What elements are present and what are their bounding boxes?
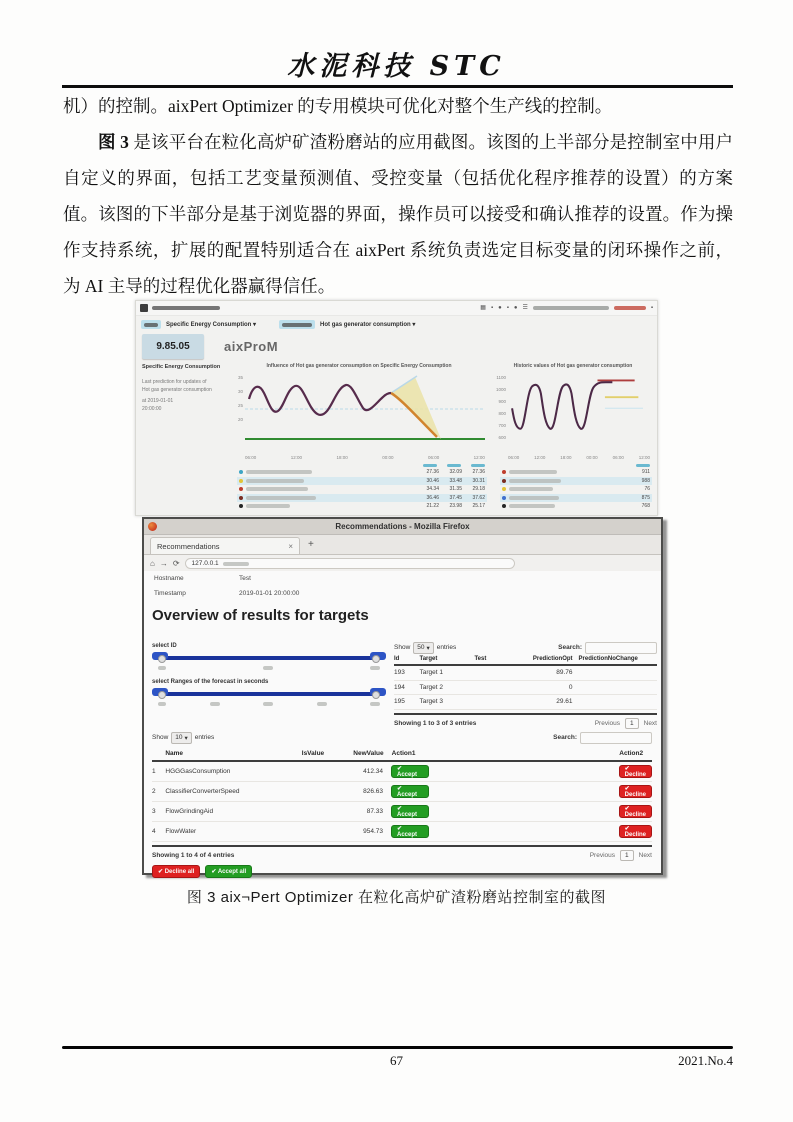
x-tick: 12:00 bbox=[473, 455, 485, 460]
x-tick: 06:00 bbox=[508, 455, 520, 460]
issue-label: 2021.No.4 bbox=[678, 1053, 733, 1068]
legend-row[interactable] bbox=[237, 502, 487, 511]
column-header-action1[interactable]: Action1 bbox=[391, 750, 416, 757]
legend-value: 36.46 bbox=[426, 494, 439, 501]
reload-icon[interactable]: ⟳ bbox=[172, 558, 180, 568]
window-titlebar[interactable] bbox=[144, 519, 661, 535]
series-label-blurred bbox=[509, 496, 559, 500]
historic-chart bbox=[494, 363, 652, 511]
tick-blurred bbox=[370, 666, 380, 670]
legend-value: 875 bbox=[641, 494, 650, 501]
app-logo-icon[interactable] bbox=[140, 304, 148, 312]
tick-blurred bbox=[263, 666, 273, 670]
series-marker-icon bbox=[502, 504, 506, 508]
bulk-actions bbox=[152, 865, 652, 878]
controllable-chip[interactable] bbox=[279, 320, 315, 329]
y-tick: 800 bbox=[498, 411, 506, 416]
filter-column bbox=[152, 643, 386, 715]
home-icon[interactable]: ⌂ bbox=[150, 558, 155, 568]
chart-title: Influence of Hot gas generator consumption on Specific Energy Consumption bbox=[266, 363, 452, 369]
show-label: Show bbox=[394, 644, 411, 651]
body-paragraph-figure3 bbox=[63, 124, 733, 304]
prediction-note: Last prediction for updates of bbox=[142, 379, 207, 385]
pagination-previous[interactable]: Previous bbox=[589, 852, 615, 859]
target-variable-dropdown[interactable]: Specific Energy Consumption ▾ bbox=[166, 322, 257, 328]
prediction-note: Hot gas generator consumption bbox=[142, 386, 212, 393]
legend-row[interactable] bbox=[500, 502, 652, 511]
y-tick: 35 bbox=[237, 375, 243, 380]
x-tick: 06:00 bbox=[612, 455, 624, 460]
dashboard-sidebar bbox=[142, 364, 226, 413]
slider-track[interactable] bbox=[154, 656, 384, 660]
journal-title: 水泥科技 STC bbox=[287, 51, 506, 82]
figure-reference: 图 3 bbox=[98, 132, 129, 152]
targets-table-footer bbox=[394, 713, 657, 729]
cell-predictionopt: 0 bbox=[568, 683, 573, 691]
y-tick: 1100 bbox=[496, 375, 506, 380]
select-id-label: select ID bbox=[152, 643, 177, 649]
column-header-isvalue[interactable]: IsValue bbox=[301, 750, 325, 757]
pagination bbox=[590, 850, 652, 861]
y-tick: 20 bbox=[237, 417, 243, 422]
cell-name: ClassifierConverterSpeed bbox=[165, 788, 240, 795]
search-label: Search: bbox=[558, 644, 582, 651]
tick-blurred bbox=[158, 666, 166, 670]
influence-chart-plot bbox=[245, 373, 485, 451]
legend-header-blurred bbox=[471, 464, 485, 467]
y-tick: 30 bbox=[237, 389, 243, 394]
forward-icon[interactable]: → bbox=[159, 558, 168, 568]
table-row[interactable] bbox=[152, 802, 652, 822]
accept-all-button[interactable]: ✔ Accept all bbox=[205, 865, 252, 878]
series-label-blurred bbox=[246, 479, 304, 483]
cell-name: HGGGasConsumption bbox=[165, 768, 231, 775]
targets-table-header bbox=[394, 654, 657, 666]
legend-row[interactable] bbox=[500, 485, 652, 494]
cell-id: 193 bbox=[394, 669, 405, 677]
column-header-predictionopt[interactable]: PredictionOpt bbox=[532, 656, 573, 662]
forecast-range-slider[interactable] bbox=[152, 688, 386, 700]
url-text: 127.0.0.1 bbox=[191, 560, 219, 567]
app-title-blurred bbox=[152, 306, 220, 310]
select-range-label: select Ranges of the forecast in seconds bbox=[152, 679, 269, 685]
prediction-timestamp: 20:00:00 bbox=[142, 405, 162, 412]
legend-row[interactable] bbox=[500, 494, 652, 503]
series-marker-icon bbox=[239, 479, 243, 483]
hostname-label: Hostname bbox=[154, 575, 184, 582]
x-tick: 06:00 bbox=[245, 455, 257, 460]
series-label-blurred bbox=[509, 470, 557, 474]
table-row[interactable] bbox=[152, 822, 652, 842]
cell-newvalue: 412.34 bbox=[363, 768, 383, 775]
pagination-previous[interactable]: Previous bbox=[594, 719, 620, 727]
x-tick: 06:00 bbox=[427, 455, 440, 460]
actions-table-footer bbox=[152, 845, 652, 861]
tab-recommendations[interactable] bbox=[150, 537, 300, 554]
y-axis-ticks bbox=[494, 375, 506, 440]
legend-value: 30.31 bbox=[472, 477, 485, 484]
cell-target: Target 2 bbox=[419, 683, 443, 691]
legend-value: 27.36 bbox=[426, 469, 439, 476]
toolbar-icon[interactable]: ▪ bbox=[650, 305, 653, 311]
cell-target: Target 1 bbox=[419, 669, 443, 677]
legend-value: 37.62 bbox=[472, 494, 485, 501]
alert-link-blurred[interactable] bbox=[614, 306, 646, 310]
series-marker-icon bbox=[239, 496, 243, 500]
slider-handle[interactable] bbox=[158, 691, 166, 699]
dashboard-topbar bbox=[136, 301, 657, 316]
chevron-down-icon: ▾ bbox=[184, 734, 188, 742]
toolbar-icon[interactable]: ▪ bbox=[506, 305, 509, 311]
table-row[interactable] bbox=[152, 762, 652, 782]
influence-chart bbox=[231, 363, 487, 511]
legend-row[interactable] bbox=[237, 485, 487, 494]
legend-value: 29.18 bbox=[472, 486, 485, 493]
decline-button[interactable]: ✔ Decline bbox=[619, 785, 652, 798]
search-input[interactable] bbox=[585, 642, 657, 654]
actions-table-controls bbox=[152, 731, 652, 744]
cell-predictionopt: 29.61 bbox=[556, 698, 573, 706]
showing-entries-text: Showing 1 to 3 of 3 entries bbox=[394, 719, 477, 727]
hostname-row bbox=[154, 575, 251, 582]
legend-value: 34.34 bbox=[426, 486, 439, 493]
series-marker-icon bbox=[502, 487, 506, 491]
tick-blurred bbox=[370, 702, 380, 706]
x-tick: 12:00 bbox=[638, 455, 650, 460]
tab-label: Recommendations bbox=[157, 541, 220, 551]
prediction-timestamp: at 2019-01-01 bbox=[142, 398, 174, 404]
timestamp-label: Timestamp bbox=[154, 590, 186, 597]
y-tick: 900 bbox=[498, 399, 506, 404]
y-tick: 600 bbox=[498, 435, 506, 440]
slider-track[interactable] bbox=[154, 692, 384, 696]
decline-all-button[interactable]: ✔ Decline all bbox=[152, 865, 200, 878]
page-number: 67 bbox=[390, 1053, 403, 1068]
legend-header-blurred bbox=[423, 464, 437, 467]
accept-button[interactable]: ✔ Accept bbox=[391, 825, 429, 838]
legend-value: 911 bbox=[642, 469, 650, 476]
chevron-down-icon: ▾ bbox=[426, 644, 430, 652]
toolbar-icon[interactable]: ● bbox=[513, 305, 518, 311]
firefox-icon bbox=[148, 522, 157, 531]
series-marker-icon bbox=[502, 479, 506, 483]
cell-index: 2 bbox=[152, 788, 156, 795]
column-header-test[interactable]: Test bbox=[474, 656, 487, 662]
menu-icon[interactable]: ☰ bbox=[522, 305, 528, 311]
actions-table-header bbox=[152, 747, 652, 762]
pagination bbox=[595, 718, 657, 729]
aixprom-brand: aixProM bbox=[224, 339, 279, 354]
page-title: Overview of results for targets bbox=[152, 607, 369, 624]
cell-id: 194 bbox=[394, 683, 405, 691]
close-icon[interactable]: × bbox=[288, 541, 293, 551]
series-marker-icon bbox=[239, 487, 243, 491]
x-axis-ticks bbox=[245, 455, 485, 460]
targets-table-controls bbox=[394, 641, 657, 654]
show-entries-value: 10 bbox=[175, 734, 183, 741]
tab-strip bbox=[144, 535, 661, 555]
entries-label: entries bbox=[436, 644, 457, 651]
cell-name: FlowGrindingAid bbox=[165, 808, 214, 815]
series-label-blurred bbox=[509, 479, 561, 483]
show-entries-value: 50 bbox=[417, 644, 425, 651]
series-label-blurred bbox=[246, 487, 308, 491]
cell-newvalue: 954.73 bbox=[363, 828, 383, 835]
toolbar-icon[interactable]: ▪ bbox=[490, 305, 494, 311]
legend-value: 23.98 bbox=[449, 503, 462, 510]
series-label-blurred bbox=[246, 470, 312, 474]
series-marker-icon bbox=[502, 496, 506, 500]
decline-button[interactable]: ✔ Decline bbox=[619, 765, 652, 778]
variable-selector-row bbox=[141, 320, 415, 329]
tick-blurred bbox=[263, 702, 273, 706]
x-tick: 12:00 bbox=[534, 455, 546, 460]
address-bar[interactable] bbox=[185, 558, 515, 569]
series-label-blurred bbox=[509, 487, 553, 491]
legend-row[interactable] bbox=[237, 477, 487, 486]
y-tick: 25 bbox=[237, 403, 243, 408]
column-header-predictionnochange[interactable]: PredictionNoChange bbox=[578, 656, 638, 662]
legend-value: 37.45 bbox=[449, 494, 462, 501]
tick-blurred bbox=[158, 702, 166, 706]
legend-row[interactable] bbox=[237, 468, 487, 477]
id-range-slider[interactable] bbox=[152, 652, 386, 664]
table-row[interactable] bbox=[152, 782, 652, 802]
series-marker-icon bbox=[239, 470, 243, 474]
pagination-page-1[interactable]: 1 bbox=[625, 718, 639, 729]
slider-handle[interactable] bbox=[158, 655, 166, 663]
legend-value: 25.17 bbox=[472, 503, 485, 510]
legend-value: 32.09 bbox=[449, 469, 462, 476]
x-tick: 18:00 bbox=[560, 455, 572, 460]
cell-id: 195 bbox=[394, 698, 405, 706]
toolbar-icon[interactable]: ● bbox=[498, 305, 502, 311]
slider-handle[interactable] bbox=[372, 655, 380, 663]
pagination-next[interactable]: Next bbox=[638, 852, 652, 859]
y-tick: 1000 bbox=[495, 387, 506, 392]
browser-content bbox=[144, 571, 661, 873]
legend-header-blurred bbox=[636, 464, 650, 467]
timestamp-value: 2019-01-01 20:00:00 bbox=[239, 590, 300, 597]
series-marker-icon bbox=[502, 470, 506, 474]
search-group bbox=[558, 642, 657, 654]
cell-name: FlowWater bbox=[165, 828, 197, 835]
x-tick: 18:00 bbox=[336, 455, 348, 460]
timestamp-row bbox=[154, 590, 299, 597]
column-header-target[interactable]: Target bbox=[419, 656, 438, 662]
accept-button[interactable]: ✔ Accept bbox=[391, 765, 429, 778]
entries-label: entries bbox=[194, 734, 215, 741]
decline-button[interactable]: ✔ Decline bbox=[619, 805, 652, 818]
legend-row[interactable] bbox=[237, 494, 487, 503]
x-axis-ticks bbox=[508, 455, 650, 460]
influence-chart-legend bbox=[237, 463, 487, 511]
window-title: Recommendations - Mozilla Firefox bbox=[335, 522, 470, 531]
paragraph-text: 是该平台在粒化高炉矿渣粉磨站的应用截图。该图的上半部分是控制室中用户自定义的界面，包括工艺变量预测值、受控变量（包括优化程序推荐的设置）的方案值。该图的下半部分是基于浏览器的界面，操作员可以接受和确认推荐的设置。作为操作支持系统，扩展的配置特别适合在 aixPert 系统负责选定目标变量的闭环操作之前，为 AI 主导的过程优化器赢得信任。 bbox=[63, 132, 734, 296]
cell-index: 3 bbox=[152, 808, 156, 815]
y-axis-ticks bbox=[231, 375, 243, 422]
accept-button[interactable]: ✔ Accept bbox=[391, 805, 429, 818]
slider-tick-labels bbox=[152, 666, 386, 670]
y-tick: 700 bbox=[498, 423, 506, 428]
chart-title: Historic values of Hot gas generator consumption bbox=[513, 363, 633, 369]
legend-row[interactable] bbox=[500, 468, 652, 477]
column-header-id[interactable]: Id bbox=[394, 656, 400, 662]
legend-value: 21.22 bbox=[426, 503, 439, 510]
column-header-name[interactable]: Name bbox=[165, 750, 184, 757]
target-chip[interactable] bbox=[141, 320, 161, 329]
historic-chart-legend bbox=[500, 463, 652, 511]
figure-caption: 图 3 aix¬Pert Optimizer 在粒化高炉矿渣粉磨站控制室的截图 bbox=[186, 889, 607, 906]
pagination-page-1[interactable]: 1 bbox=[620, 850, 634, 861]
cell-newvalue: 826.63 bbox=[363, 788, 383, 795]
show-label: Show bbox=[152, 734, 169, 741]
legend-value: 27.36 bbox=[472, 469, 485, 476]
cell-newvalue: 87.33 bbox=[366, 808, 383, 815]
cell-predictionopt: 89.76 bbox=[556, 669, 573, 677]
hostname-value: Test bbox=[239, 575, 251, 582]
cell-index: 4 bbox=[152, 828, 156, 835]
x-tick: 12:00 bbox=[290, 455, 302, 460]
actions-table-panel bbox=[152, 731, 652, 878]
chip-label-blurred bbox=[282, 323, 312, 327]
new-tab-icon[interactable]: + bbox=[308, 539, 314, 550]
search-label: Search: bbox=[553, 734, 577, 741]
body-paragraph-continuation: 机）的控制。aixPert Optimizer 的专用模块可优化对整个生产线的控制。 bbox=[63, 96, 613, 116]
url-tail-blurred bbox=[223, 562, 249, 566]
footer-rule bbox=[62, 1046, 733, 1049]
legend-value: 768 bbox=[641, 503, 650, 510]
x-tick: 00:00 bbox=[586, 455, 598, 460]
showing-entries-text: Showing 1 to 4 of 4 entries bbox=[152, 852, 235, 859]
legend-row[interactable] bbox=[500, 477, 652, 486]
table-row[interactable] bbox=[394, 695, 657, 710]
cell-index: 1 bbox=[152, 768, 156, 775]
controllable-variable-dropdown[interactable]: Hot gas generator consumption ▾ bbox=[320, 322, 416, 328]
pagination-next[interactable]: Next bbox=[643, 719, 657, 727]
status-text-blurred bbox=[533, 306, 609, 310]
slider-handle[interactable] bbox=[372, 691, 380, 699]
series-label-blurred bbox=[246, 504, 290, 508]
slider-tick-labels bbox=[152, 702, 386, 706]
legend-value: 76 bbox=[644, 486, 650, 493]
search-group bbox=[553, 732, 652, 744]
legend-value: 30.46 bbox=[426, 477, 439, 484]
series-label-blurred bbox=[246, 496, 316, 500]
column-header-action2[interactable]: Action2 bbox=[619, 750, 644, 757]
historic-chart-plot bbox=[508, 373, 648, 451]
x-tick: 00:00 bbox=[382, 455, 394, 460]
column-header-newvalue[interactable]: NewValue bbox=[353, 750, 384, 757]
cell-target: Target 3 bbox=[419, 698, 443, 706]
show-entries-select[interactable] bbox=[413, 642, 434, 654]
targets-table-panel bbox=[394, 641, 657, 729]
series-marker-icon bbox=[239, 504, 243, 508]
legend-value: 31.35 bbox=[449, 486, 462, 493]
tick-blurred bbox=[210, 702, 220, 706]
search-input[interactable] bbox=[580, 732, 652, 744]
accept-button[interactable]: ✔ Accept bbox=[391, 785, 429, 798]
tick-blurred bbox=[317, 702, 327, 706]
figure-dashboard-screenshot bbox=[135, 300, 658, 516]
metric-title: Specific Energy Consumption bbox=[142, 364, 221, 370]
decline-button[interactable]: ✔ Decline bbox=[619, 825, 652, 838]
chip-label-blurred bbox=[144, 323, 158, 327]
show-entries-select[interactable] bbox=[171, 732, 192, 744]
grid-icon[interactable]: ▦ bbox=[480, 305, 486, 311]
legend-header-blurred bbox=[447, 464, 461, 467]
legend-value: 988 bbox=[641, 477, 650, 484]
table-row[interactable] bbox=[394, 666, 657, 681]
legend-value: 33.48 bbox=[449, 477, 462, 484]
dashboard-toolbar-icons bbox=[480, 305, 653, 311]
figure-browser-screenshot bbox=[142, 517, 663, 875]
series-label-blurred bbox=[509, 504, 555, 508]
clock-display: 9.85.05 bbox=[142, 334, 204, 359]
table-row[interactable] bbox=[394, 681, 657, 696]
